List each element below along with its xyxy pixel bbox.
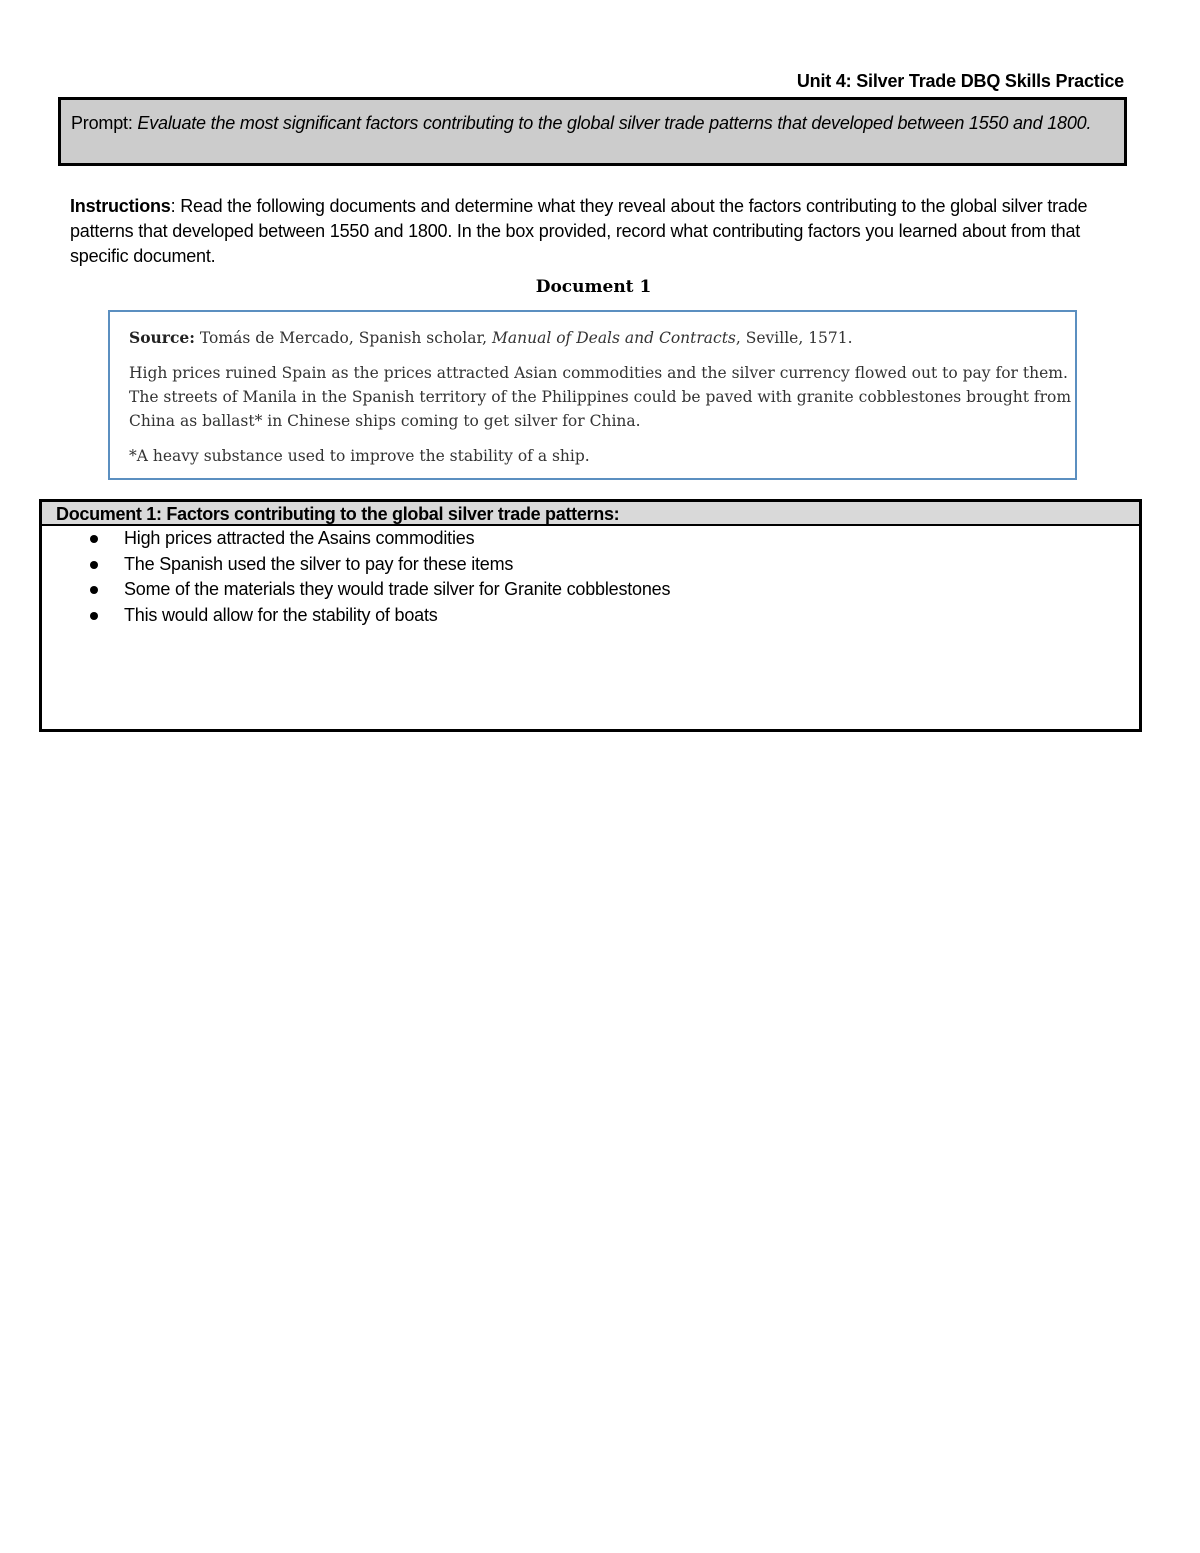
bullet-icon	[90, 561, 98, 569]
prompt-box	[58, 97, 1127, 166]
list-item	[42, 577, 1139, 603]
instructions	[70, 194, 1130, 269]
source-footnote: *A heavy substance used to improve the stability of a ship.	[129, 447, 590, 465]
prompt-label: Prompt:	[71, 113, 138, 133]
instructions-label: Instructions	[70, 196, 171, 216]
answer-list	[42, 526, 1139, 628]
list-item-text: This would allow for the stability of boats	[124, 604, 438, 625]
bullet-icon	[90, 586, 98, 594]
bullet-icon	[90, 612, 98, 620]
source-title: Manual of Deals and Contracts	[492, 329, 736, 347]
answer-box[interactable]	[39, 499, 1142, 732]
bullet-icon	[90, 535, 98, 543]
source-citation	[129, 326, 1075, 350]
list-item	[42, 526, 1139, 552]
list-item-text: Some of the materials they would trade silver for Granite cobblestones	[124, 579, 671, 599]
list-item-text: High prices attracted the Asains commodities	[124, 528, 475, 548]
list-item	[42, 552, 1139, 578]
list-item	[42, 603, 1139, 629]
answer-header: Document 1: Factors contributing to the global silver trade patterns:	[42, 502, 1139, 526]
document-heading: Document 1	[535, 277, 652, 297]
prompt-text	[71, 111, 1124, 136]
source-label: Source:	[129, 328, 195, 347]
source-quote: High prices ruined Spain as the prices attracted Asian commodities and the silver currency flowed out to pay for them. The streets of Manila in the Spanish territory of the Philippines could be paved with granite cobblestones brought from China as ballast* in Chinese ships coming to get silver for China.	[129, 364, 1072, 430]
prompt-question: Evaluate the most significant factors contributing to the global silver trade patterns that developed between 1550 and 1800.	[137, 113, 1092, 133]
list-item-text: The Spanish used the silver to pay for these items	[124, 553, 514, 574]
source-document-box	[108, 310, 1077, 480]
instructions-text: : Read the following documents and determine what they reveal about the factors contributing to the global silver trade patterns that developed between 1550 and 1800. In the box provided, record what contributing factors you learned about from that specific document.	[70, 196, 1088, 266]
page-title: Unit 4: Silver Trade DBQ Skills Practice	[796, 71, 1124, 91]
source-place: , Seville, 1571.	[735, 329, 853, 347]
source-author: Tomás de Mercado, Spanish scholar,	[195, 329, 493, 347]
